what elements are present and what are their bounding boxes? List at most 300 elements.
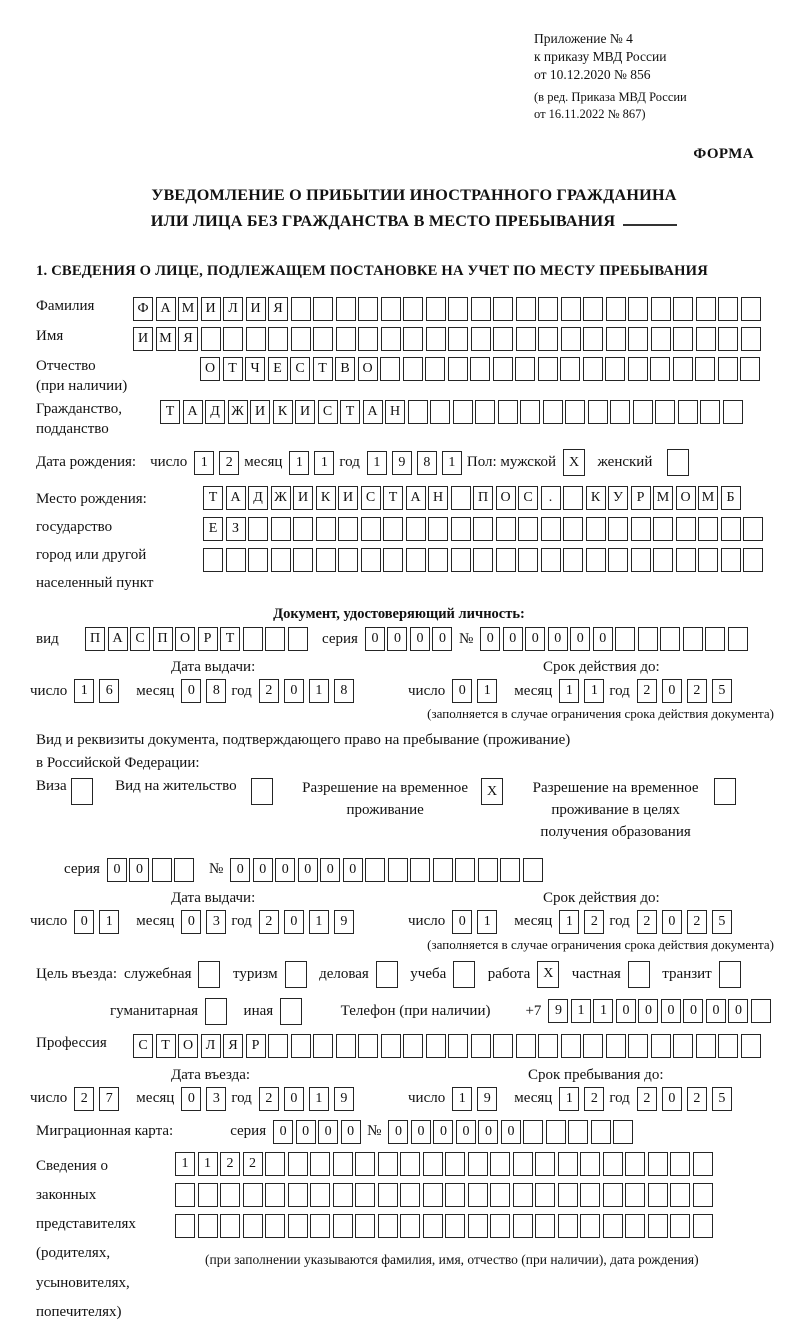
char-box[interactable]: 1 xyxy=(477,910,497,934)
char-box[interactable] xyxy=(293,548,313,572)
char-box[interactable] xyxy=(633,400,653,424)
char-box[interactable] xyxy=(520,400,540,424)
char-box[interactable]: 0 xyxy=(388,1120,408,1144)
char-box[interactable]: 2 xyxy=(687,679,707,703)
char-box[interactable] xyxy=(561,327,581,351)
char-box[interactable]: 6 xyxy=(99,679,119,703)
char-box[interactable] xyxy=(538,297,558,321)
char-box[interactable]: И xyxy=(246,297,266,321)
char-box[interactable] xyxy=(448,327,468,351)
char-box[interactable]: 2 xyxy=(220,1152,240,1176)
visa-checkbox[interactable] xyxy=(71,778,96,805)
char-box[interactable]: И xyxy=(295,400,315,424)
char-box[interactable]: 2 xyxy=(584,1087,604,1111)
char-box[interactable] xyxy=(175,1183,195,1207)
char-box[interactable] xyxy=(406,548,426,572)
char-box[interactable] xyxy=(625,1214,645,1238)
char-box[interactable]: 1 xyxy=(309,1087,329,1111)
char-box[interactable] xyxy=(361,548,381,572)
char-box[interactable]: 0 xyxy=(593,627,613,651)
char-box[interactable] xyxy=(615,627,635,651)
char-box[interactable]: 1 xyxy=(584,679,604,703)
char-box[interactable] xyxy=(288,1152,308,1176)
birthplace-boxes-row3[interactable] xyxy=(203,548,766,572)
char-box[interactable]: В xyxy=(335,357,355,381)
char-box[interactable] xyxy=(426,1034,446,1058)
char-box[interactable] xyxy=(610,400,630,424)
char-box[interactable]: Ж xyxy=(228,400,248,424)
char-box[interactable] xyxy=(333,1214,353,1238)
permit-expiry-year[interactable] xyxy=(637,910,737,934)
permit-issue-day[interactable] xyxy=(74,910,124,934)
char-box[interactable] xyxy=(428,517,448,541)
char-box[interactable]: М xyxy=(156,327,176,351)
char-box[interactable]: 0 xyxy=(181,1087,201,1111)
char-box[interactable] xyxy=(718,1034,738,1058)
char-box[interactable]: 0 xyxy=(638,999,658,1023)
char-box[interactable] xyxy=(523,1120,543,1144)
char-box[interactable] xyxy=(451,486,471,510)
char-box[interactable] xyxy=(403,357,423,381)
char-box[interactable] xyxy=(408,400,428,424)
char-box[interactable] xyxy=(518,517,538,541)
phone-boxes[interactable] xyxy=(548,999,773,1023)
doc-expiry-year[interactable] xyxy=(637,679,737,703)
char-box[interactable] xyxy=(721,517,741,541)
birthplace-boxes-row2[interactable] xyxy=(203,517,766,541)
char-box[interactable]: 0 xyxy=(320,858,340,882)
char-box[interactable]: X xyxy=(537,961,559,988)
stay-until-month[interactable] xyxy=(559,1087,609,1111)
char-box[interactable] xyxy=(280,998,302,1025)
char-box[interactable] xyxy=(380,357,400,381)
char-box[interactable]: 1 xyxy=(452,1087,472,1111)
char-box[interactable]: 8 xyxy=(206,679,226,703)
char-box[interactable]: Т xyxy=(313,357,333,381)
char-box[interactable] xyxy=(603,1152,623,1176)
char-box[interactable] xyxy=(558,1183,578,1207)
char-box[interactable] xyxy=(265,1152,285,1176)
char-box[interactable]: Р xyxy=(198,627,218,651)
char-box[interactable] xyxy=(583,297,603,321)
char-box[interactable] xyxy=(430,400,450,424)
char-box[interactable] xyxy=(653,517,673,541)
char-box[interactable] xyxy=(313,297,333,321)
char-box[interactable]: 0 xyxy=(662,679,682,703)
char-box[interactable]: 0 xyxy=(181,910,201,934)
char-box[interactable]: 8 xyxy=(334,679,354,703)
char-box[interactable] xyxy=(516,327,536,351)
char-box[interactable]: С xyxy=(130,627,150,651)
char-box[interactable]: 1 xyxy=(99,910,119,934)
char-box[interactable] xyxy=(423,1183,443,1207)
char-box[interactable] xyxy=(586,517,606,541)
permit-issue-month[interactable] xyxy=(181,910,231,934)
char-box[interactable] xyxy=(333,1183,353,1207)
doc-issue-day[interactable] xyxy=(74,679,124,703)
surname-boxes[interactable] xyxy=(133,297,763,321)
purpose-commercial-checkbox[interactable] xyxy=(376,961,401,988)
char-box[interactable]: С xyxy=(290,357,310,381)
birth-day-boxes[interactable] xyxy=(194,451,244,475)
char-box[interactable]: У xyxy=(608,486,628,510)
char-box[interactable]: 0 xyxy=(456,1120,476,1144)
char-box[interactable] xyxy=(175,1214,195,1238)
char-box[interactable]: С xyxy=(133,1034,153,1058)
char-box[interactable]: 0 xyxy=(501,1120,521,1144)
char-box[interactable] xyxy=(673,1034,693,1058)
char-box[interactable]: 0 xyxy=(296,1120,316,1144)
char-box[interactable] xyxy=(513,1152,533,1176)
char-box[interactable] xyxy=(500,858,520,882)
char-box[interactable] xyxy=(355,1183,375,1207)
char-box[interactable]: 0 xyxy=(275,858,295,882)
char-box[interactable] xyxy=(676,517,696,541)
char-box[interactable]: 9 xyxy=(548,999,568,1023)
char-box[interactable] xyxy=(608,548,628,572)
char-box[interactable] xyxy=(538,357,558,381)
char-box[interactable] xyxy=(580,1183,600,1207)
char-box[interactable] xyxy=(541,517,561,541)
char-box[interactable] xyxy=(248,517,268,541)
char-box[interactable] xyxy=(693,1183,713,1207)
char-box[interactable]: 2 xyxy=(637,1087,657,1111)
char-box[interactable]: 0 xyxy=(432,627,452,651)
char-box[interactable] xyxy=(310,1152,330,1176)
doc-expiry-day[interactable] xyxy=(452,679,502,703)
char-box[interactable]: 0 xyxy=(706,999,726,1023)
char-box[interactable] xyxy=(285,961,307,988)
char-box[interactable] xyxy=(291,297,311,321)
char-box[interactable]: 9 xyxy=(334,910,354,934)
char-box[interactable] xyxy=(543,400,563,424)
char-box[interactable] xyxy=(493,357,513,381)
char-box[interactable]: 1 xyxy=(74,679,94,703)
char-box[interactable]: П xyxy=(85,627,105,651)
char-box[interactable]: 0 xyxy=(284,679,304,703)
char-box[interactable] xyxy=(265,1214,285,1238)
char-box[interactable]: Т xyxy=(223,357,243,381)
char-box[interactable]: 0 xyxy=(181,679,201,703)
char-box[interactable]: 2 xyxy=(584,910,604,934)
char-box[interactable] xyxy=(243,1183,263,1207)
char-box[interactable]: З xyxy=(226,517,246,541)
char-box[interactable] xyxy=(493,297,513,321)
char-box[interactable]: 0 xyxy=(284,1087,304,1111)
birth-year-boxes[interactable] xyxy=(367,451,467,475)
char-box[interactable] xyxy=(670,1183,690,1207)
char-box[interactable] xyxy=(406,517,426,541)
temporary-permit-checkbox[interactable] xyxy=(481,778,506,805)
char-box[interactable] xyxy=(243,627,263,651)
char-box[interactable] xyxy=(425,357,445,381)
char-box[interactable] xyxy=(310,1183,330,1207)
char-box[interactable] xyxy=(695,357,715,381)
char-box[interactable]: 0 xyxy=(728,999,748,1023)
char-box[interactable] xyxy=(246,327,266,351)
char-box[interactable] xyxy=(475,400,495,424)
char-box[interactable] xyxy=(490,1214,510,1238)
char-box[interactable] xyxy=(361,517,381,541)
char-box[interactable] xyxy=(628,961,650,988)
char-box[interactable] xyxy=(631,517,651,541)
char-box[interactable] xyxy=(410,858,430,882)
doc-expiry-month[interactable] xyxy=(559,679,609,703)
char-box[interactable]: 9 xyxy=(392,451,412,475)
char-box[interactable] xyxy=(381,327,401,351)
char-box[interactable]: Е xyxy=(203,517,223,541)
char-box[interactable]: Е xyxy=(268,357,288,381)
char-box[interactable] xyxy=(358,1034,378,1058)
char-box[interactable] xyxy=(288,1183,308,1207)
char-box[interactable]: 0 xyxy=(284,910,304,934)
char-box[interactable] xyxy=(378,1214,398,1238)
char-box[interactable] xyxy=(696,297,716,321)
char-box[interactable] xyxy=(743,548,763,572)
char-box[interactable] xyxy=(338,548,358,572)
char-box[interactable]: 1 xyxy=(194,451,214,475)
char-box[interactable] xyxy=(448,1034,468,1058)
char-box[interactable]: 2 xyxy=(259,679,279,703)
char-box[interactable]: Б xyxy=(721,486,741,510)
char-box[interactable] xyxy=(741,297,761,321)
char-box[interactable] xyxy=(248,548,268,572)
char-box[interactable] xyxy=(631,548,651,572)
char-box[interactable] xyxy=(198,1183,218,1207)
char-box[interactable] xyxy=(523,858,543,882)
char-box[interactable] xyxy=(265,1183,285,1207)
entry-day[interactable] xyxy=(74,1087,124,1111)
representatives-boxes-row1[interactable] xyxy=(175,1152,715,1176)
char-box[interactable] xyxy=(493,1034,513,1058)
char-box[interactable]: 1 xyxy=(571,999,591,1023)
char-box[interactable] xyxy=(378,1183,398,1207)
char-box[interactable]: 1 xyxy=(442,451,462,475)
char-box[interactable] xyxy=(336,1034,356,1058)
char-box[interactable] xyxy=(426,297,446,321)
char-box[interactable]: 2 xyxy=(259,910,279,934)
char-box[interactable] xyxy=(498,400,518,424)
char-box[interactable]: 0 xyxy=(433,1120,453,1144)
char-box[interactable] xyxy=(381,297,401,321)
char-box[interactable]: А xyxy=(183,400,203,424)
char-box[interactable] xyxy=(468,1152,488,1176)
char-box[interactable]: Т xyxy=(220,627,240,651)
char-box[interactable]: Н xyxy=(385,400,405,424)
char-box[interactable] xyxy=(223,327,243,351)
sex-female-checkbox[interactable] xyxy=(667,449,692,476)
char-box[interactable] xyxy=(493,327,513,351)
char-box[interactable]: Т xyxy=(340,400,360,424)
char-box[interactable] xyxy=(201,327,221,351)
char-box[interactable]: 0 xyxy=(230,858,250,882)
char-box[interactable] xyxy=(313,1034,333,1058)
char-box[interactable]: 1 xyxy=(559,910,579,934)
char-box[interactable] xyxy=(310,1214,330,1238)
char-box[interactable] xyxy=(693,1152,713,1176)
char-box[interactable]: 0 xyxy=(365,627,385,651)
char-box[interactable] xyxy=(400,1214,420,1238)
char-box[interactable] xyxy=(226,548,246,572)
char-box[interactable]: Д xyxy=(205,400,225,424)
permit-number-boxes[interactable] xyxy=(230,858,545,882)
char-box[interactable] xyxy=(220,1183,240,1207)
purpose-work-checkbox[interactable] xyxy=(537,961,562,988)
char-box[interactable] xyxy=(698,517,718,541)
char-box[interactable]: 1 xyxy=(559,1087,579,1111)
char-box[interactable]: 0 xyxy=(343,858,363,882)
char-box[interactable]: Т xyxy=(383,486,403,510)
char-box[interactable] xyxy=(288,1214,308,1238)
char-box[interactable]: П xyxy=(153,627,173,651)
char-box[interactable] xyxy=(518,548,538,572)
char-box[interactable]: 1 xyxy=(309,679,329,703)
char-box[interactable] xyxy=(606,1034,626,1058)
char-box[interactable] xyxy=(580,1152,600,1176)
purpose-private-checkbox[interactable] xyxy=(628,961,653,988)
char-box[interactable] xyxy=(676,548,696,572)
char-box[interactable]: К xyxy=(316,486,336,510)
char-box[interactable]: 1 xyxy=(309,910,329,934)
profession-boxes[interactable] xyxy=(133,1034,763,1058)
char-box[interactable]: П xyxy=(473,486,493,510)
patronymic-boxes[interactable] xyxy=(200,357,763,381)
char-box[interactable] xyxy=(698,548,718,572)
char-box[interactable] xyxy=(455,858,475,882)
education-permit-checkbox[interactable] xyxy=(714,778,739,805)
char-box[interactable] xyxy=(673,327,693,351)
char-box[interactable]: 1 xyxy=(314,451,334,475)
char-box[interactable]: 0 xyxy=(548,627,568,651)
char-box[interactable] xyxy=(648,1183,668,1207)
char-box[interactable] xyxy=(583,357,603,381)
char-box[interactable]: 2 xyxy=(637,910,657,934)
char-box[interactable] xyxy=(198,961,220,988)
char-box[interactable] xyxy=(651,1034,671,1058)
char-box[interactable]: Ж xyxy=(271,486,291,510)
char-box[interactable] xyxy=(705,627,725,651)
char-box[interactable] xyxy=(152,858,172,882)
char-box[interactable] xyxy=(251,778,273,805)
char-box[interactable]: 0 xyxy=(410,627,430,651)
char-box[interactable] xyxy=(433,858,453,882)
char-box[interactable] xyxy=(608,517,628,541)
char-box[interactable] xyxy=(650,357,670,381)
char-box[interactable]: 1 xyxy=(367,451,387,475)
char-box[interactable] xyxy=(333,1152,353,1176)
char-box[interactable]: Р xyxy=(246,1034,266,1058)
char-box[interactable] xyxy=(470,357,490,381)
char-box[interactable] xyxy=(535,1183,555,1207)
char-box[interactable] xyxy=(718,297,738,321)
char-box[interactable] xyxy=(205,998,227,1025)
char-box[interactable] xyxy=(471,297,491,321)
char-box[interactable] xyxy=(516,297,536,321)
char-box[interactable] xyxy=(714,778,736,805)
char-box[interactable] xyxy=(378,1152,398,1176)
char-box[interactable] xyxy=(198,1214,218,1238)
char-box[interactable] xyxy=(568,1120,588,1144)
char-box[interactable] xyxy=(670,1214,690,1238)
char-box[interactable] xyxy=(355,1152,375,1176)
char-box[interactable]: 5 xyxy=(712,910,732,934)
char-box[interactable]: 0 xyxy=(503,627,523,651)
char-box[interactable] xyxy=(496,548,516,572)
char-box[interactable]: 1 xyxy=(559,679,579,703)
char-box[interactable] xyxy=(71,778,93,805)
char-box[interactable]: О xyxy=(178,1034,198,1058)
char-box[interactable] xyxy=(625,1152,645,1176)
char-box[interactable]: 0 xyxy=(452,910,472,934)
char-box[interactable]: 0 xyxy=(480,627,500,651)
char-box[interactable] xyxy=(268,1034,288,1058)
char-box[interactable] xyxy=(603,1183,623,1207)
char-box[interactable]: Л xyxy=(223,297,243,321)
char-box[interactable] xyxy=(678,400,698,424)
char-box[interactable]: 2 xyxy=(637,679,657,703)
char-box[interactable]: Я xyxy=(223,1034,243,1058)
char-box[interactable]: 2 xyxy=(74,1087,94,1111)
char-box[interactable] xyxy=(358,297,378,321)
char-box[interactable] xyxy=(693,1214,713,1238)
char-box[interactable] xyxy=(473,517,493,541)
char-box[interactable] xyxy=(496,517,516,541)
char-box[interactable] xyxy=(563,486,583,510)
char-box[interactable] xyxy=(403,327,423,351)
char-box[interactable] xyxy=(448,357,468,381)
char-box[interactable]: М xyxy=(698,486,718,510)
char-box[interactable]: Я xyxy=(178,327,198,351)
char-box[interactable] xyxy=(515,357,535,381)
char-box[interactable]: 0 xyxy=(662,1087,682,1111)
char-box[interactable] xyxy=(174,858,194,882)
char-box[interactable] xyxy=(651,297,671,321)
char-box[interactable] xyxy=(721,548,741,572)
char-box[interactable] xyxy=(316,517,336,541)
permit-issue-year[interactable] xyxy=(259,910,359,934)
char-box[interactable]: 8 xyxy=(417,451,437,475)
char-box[interactable]: . xyxy=(541,486,561,510)
char-box[interactable] xyxy=(426,327,446,351)
char-box[interactable] xyxy=(718,327,738,351)
char-box[interactable]: 1 xyxy=(175,1152,195,1176)
char-box[interactable] xyxy=(728,627,748,651)
char-box[interactable]: С xyxy=(318,400,338,424)
char-box[interactable]: 0 xyxy=(253,858,273,882)
char-box[interactable] xyxy=(291,1034,311,1058)
char-box[interactable] xyxy=(448,297,468,321)
birthplace-boxes-row1[interactable] xyxy=(203,486,766,510)
char-box[interactable]: 0 xyxy=(661,999,681,1023)
char-box[interactable] xyxy=(660,627,680,651)
char-box[interactable]: А xyxy=(226,486,246,510)
char-box[interactable]: X xyxy=(563,449,585,476)
char-box[interactable]: И xyxy=(250,400,270,424)
char-box[interactable] xyxy=(605,357,625,381)
char-box[interactable] xyxy=(400,1183,420,1207)
char-box[interactable] xyxy=(606,327,626,351)
char-box[interactable] xyxy=(580,1214,600,1238)
char-box[interactable] xyxy=(560,357,580,381)
stay-until-day[interactable] xyxy=(452,1087,502,1111)
char-box[interactable] xyxy=(490,1183,510,1207)
char-box[interactable]: 3 xyxy=(206,1087,226,1111)
char-box[interactable]: Я xyxy=(268,297,288,321)
char-box[interactable]: 5 xyxy=(712,1087,732,1111)
doc-issue-month[interactable] xyxy=(181,679,231,703)
char-box[interactable] xyxy=(376,961,398,988)
char-box[interactable] xyxy=(471,327,491,351)
